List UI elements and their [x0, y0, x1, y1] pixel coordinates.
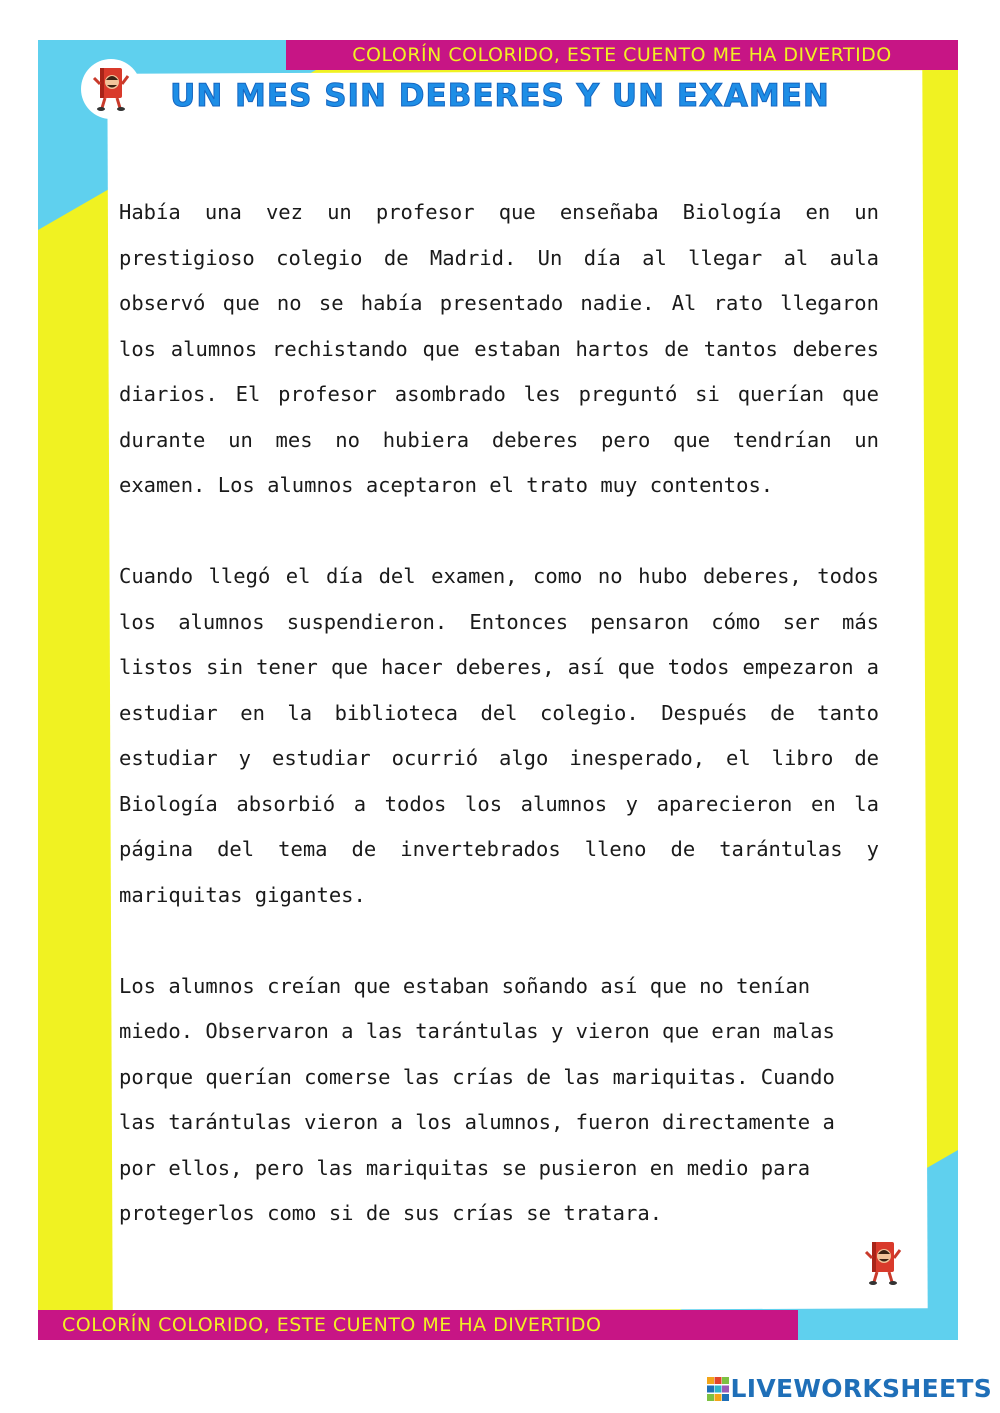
story-body: [119, 190, 879, 1282]
story-title: UN MES SIN DEBERES Y UN EXAMEN: [170, 78, 830, 114]
banner-top-text: COLORÍN COLORIDO, ESTE CUENTO ME HA DIVERTIDO: [352, 44, 892, 66]
banner-bottom-text: COLORÍN COLORIDO, ESTE CUENTO ME HA DIVERTIDO: [62, 1314, 602, 1336]
story-paragraph: Cuando llegó el día del examen, como no hubo deberes, todos los alumnos suspendieron. Entonces pensaron cómo ser más listos sin tener que hacer deberes, así que todos empezaron a estudiar en la biblioteca del colegio. Después de tanto estudiar y estudiar ocurrió algo inesperado, el libro de Biología absorbió a todos los alumnos y aparecieron en la página del tema de invertebrados lleno de tarántulas y mariquitas gigantes.: [119, 564, 879, 907]
liveworksheets-logo-icon: [707, 1377, 729, 1401]
story-paragraph: Los alumnos creían que estaban soñando así que no tenían miedo. Observaron a las tarántulas y vieron que eran malas porque querían comerse las crías de las mariquitas. Cuando las tarántulas vieron a los alumnos, fueron directamente a por ellos, pero las mariquitas se pusieron en medio para protegerlos como si de sus crías se tratara.: [119, 973, 835, 1225]
banner-top: [286, 40, 958, 70]
story-paragraph: Había una vez un profesor que enseñaba Biología en un prestigioso colegio de Madrid. Un día al llegar al aula observó que no se había presentado nadie. Al rato llegaron los alumnos rechistando que estaban hartos de tantos deberes diarios. El profesor asombrado les preguntó si querían que durante un mes no hubiera deberes pero que tendrían un examen. Los alumnos aceptaron el trato muy contentos.: [119, 200, 879, 497]
liveworksheets-logo[interactable]: [707, 1374, 992, 1403]
logo-text: LIVEWORKSHEETS: [730, 1374, 992, 1403]
banner-bottom: [38, 1310, 798, 1340]
